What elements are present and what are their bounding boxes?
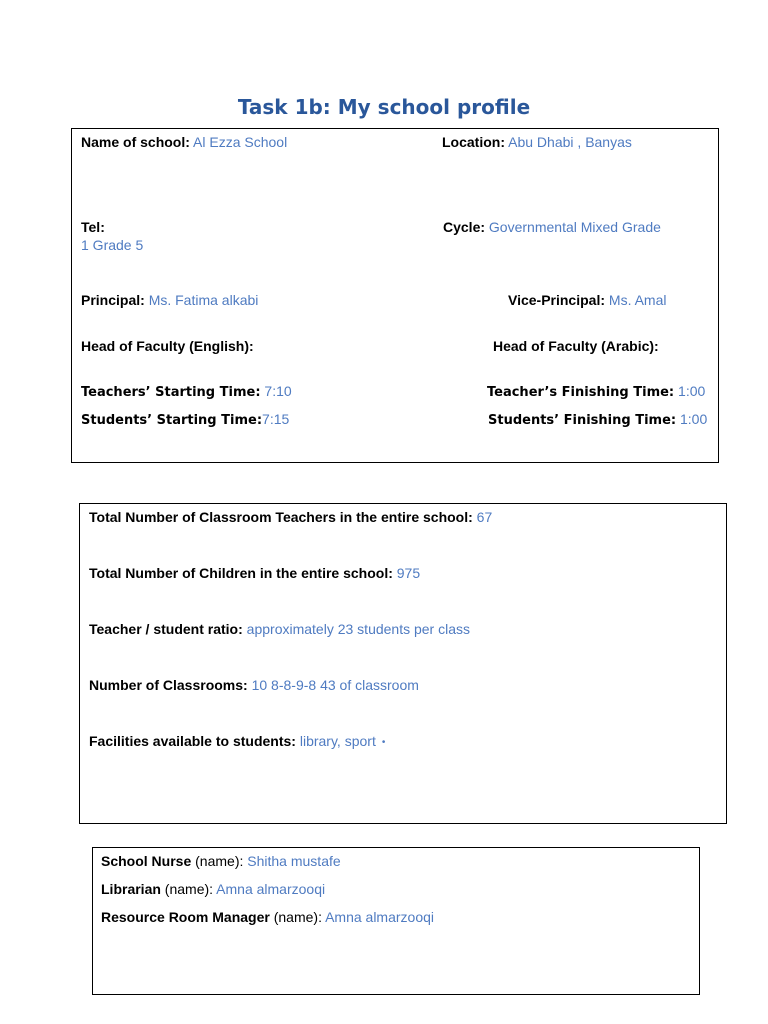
classrooms-label: Number of Classrooms: bbox=[89, 677, 248, 693]
principal-label: Principal: bbox=[81, 292, 145, 308]
principal-field bbox=[81, 292, 258, 309]
classrooms-field bbox=[89, 677, 419, 694]
cycle-field bbox=[443, 219, 661, 236]
location-label: Location: bbox=[442, 134, 505, 150]
tel-field bbox=[81, 219, 143, 254]
students-start-value: 7:15 bbox=[262, 411, 290, 427]
facilities-separator: , bbox=[336, 733, 341, 749]
hof-arabic-label: Head of Faculty (Arabic): bbox=[493, 338, 659, 354]
hof-arabic-field bbox=[493, 338, 659, 355]
resource-manager-value: Amna almarzooqi bbox=[325, 909, 435, 925]
children-count-label: Total Number of Children in the entire school: bbox=[89, 565, 393, 581]
hof-english-label: Head of Faculty (English): bbox=[81, 338, 254, 354]
facilities-field bbox=[89, 733, 385, 751]
students-finish-label: Students’ Finishing Time: bbox=[488, 413, 677, 428]
teachers-finish-field bbox=[487, 383, 705, 401]
librarian-suffix: (name): bbox=[164, 881, 214, 897]
vice-principal-label: Vice-Principal: bbox=[508, 292, 606, 308]
teachers-start-field bbox=[81, 383, 292, 401]
ratio-label: Teacher / student ratio: bbox=[89, 621, 243, 637]
nurse-suffix: (name): bbox=[195, 853, 244, 869]
resource-manager-suffix: (name): bbox=[273, 909, 322, 925]
teachers-start-value: 7:10 bbox=[264, 383, 292, 399]
librarian-value: Amna almarzooqi bbox=[216, 881, 326, 897]
vice-principal-field bbox=[508, 292, 666, 309]
hof-english-field bbox=[81, 338, 254, 355]
children-count-field bbox=[89, 565, 420, 582]
location-city: Abu Dhabi bbox=[508, 134, 574, 150]
location-area: Banyas bbox=[585, 134, 632, 150]
nurse-value: Shitha mustafe bbox=[247, 853, 341, 869]
teachers-start-label: Teachers’ Starting Time: bbox=[81, 385, 261, 400]
tel-value: 1 Grade 5 bbox=[81, 237, 144, 253]
bullet-mark: • bbox=[381, 736, 386, 748]
students-finish-value: 1:00 bbox=[679, 411, 708, 427]
facilities-value-library: library bbox=[299, 733, 337, 749]
facilities-value-sport: sport bbox=[344, 733, 376, 749]
school-staff-box bbox=[92, 847, 700, 995]
tel-label: Tel: bbox=[81, 219, 105, 235]
school-statistics-box bbox=[79, 503, 727, 824]
nurse-label: School Nurse bbox=[101, 853, 192, 869]
location-field bbox=[442, 134, 632, 151]
cycle-label: Cycle: bbox=[443, 219, 486, 235]
school-profile-box bbox=[71, 128, 719, 463]
facilities-label: Facilities available to students: bbox=[89, 733, 296, 749]
resource-manager-label: Resource Room Manager bbox=[101, 909, 270, 925]
teachers-finish-value: 1:00 bbox=[678, 383, 706, 399]
librarian-field bbox=[101, 881, 325, 898]
ratio-value: approximately 23 students per class bbox=[246, 621, 471, 637]
teachers-count-label: Total Number of Classroom Teachers in the entire school: bbox=[89, 509, 473, 525]
nurse-field bbox=[101, 853, 341, 870]
school-name-field bbox=[81, 134, 287, 151]
librarian-label: Librarian bbox=[101, 881, 161, 897]
teachers-finish-label: Teacher’s Finishing Time: bbox=[487, 385, 675, 400]
cycle-value: Governmental Mixed Grade bbox=[488, 219, 661, 235]
principal-value: Ms. Fatima alkabi bbox=[148, 292, 259, 308]
children-count-value: 975 bbox=[396, 565, 421, 581]
teachers-count-field bbox=[89, 509, 492, 526]
teachers-count-value: 67 bbox=[476, 509, 493, 525]
school-name-value: Al Ezza School bbox=[193, 134, 288, 150]
students-finish-field bbox=[488, 411, 707, 429]
location-separator: , bbox=[577, 134, 582, 150]
vice-principal-value: Ms. Amal bbox=[608, 292, 667, 308]
students-start-label: Students’ Starting Time: bbox=[81, 413, 263, 428]
school-name-label: Name of school: bbox=[81, 134, 190, 150]
resource-manager-field bbox=[101, 909, 434, 926]
ratio-field bbox=[89, 621, 470, 638]
students-start-field bbox=[81, 411, 289, 429]
page-title: Task 1b: My school profile bbox=[237, 95, 531, 119]
classrooms-value: 10 8-8-9-8 43 of classroom bbox=[251, 677, 419, 693]
